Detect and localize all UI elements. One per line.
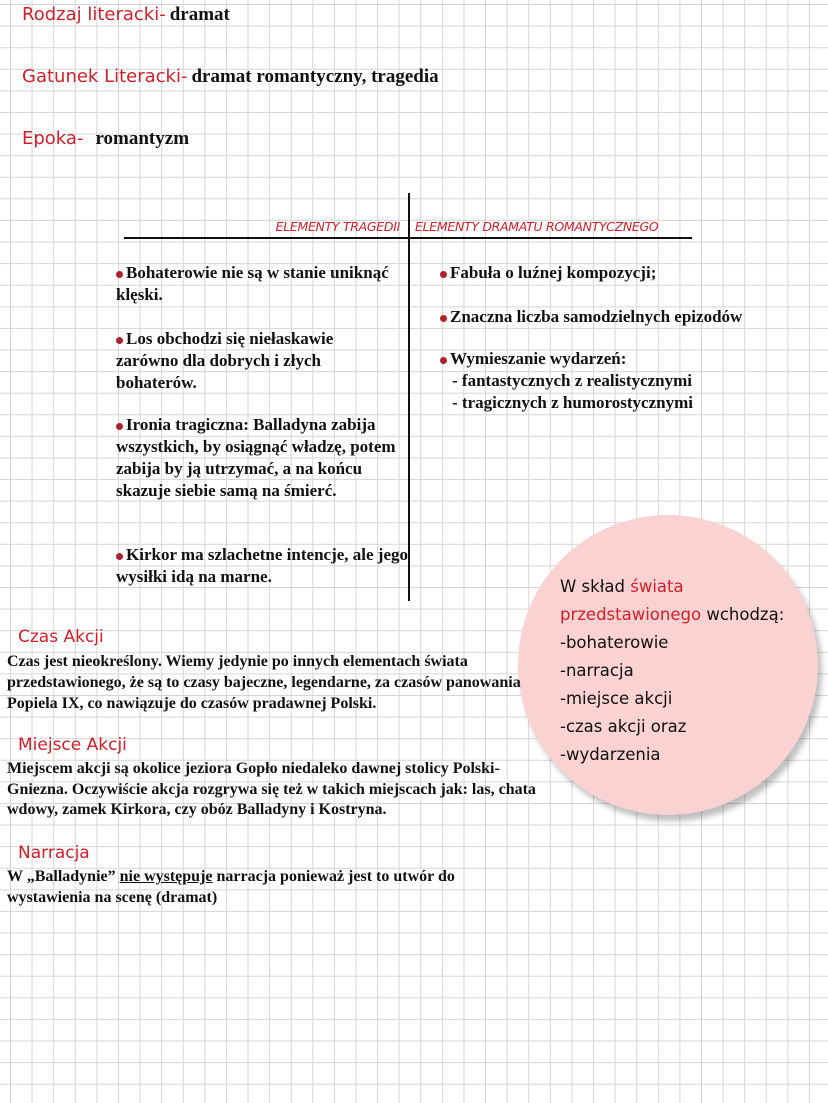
gatunek-label: Gatunek Literacki-: [22, 66, 188, 87]
circle-item: -bohaterowie: [560, 633, 669, 652]
rodzaj-label: Rodzaj literacki-: [22, 4, 166, 25]
summary-circle-text: [560, 573, 784, 769]
miejsce-title: Miejsce Akcji: [18, 735, 127, 755]
narracja-text-post: narracja ponieważ jest to utwór do wystawienia na scenę (dramat): [7, 868, 455, 906]
table-horizontal-divider: [124, 237, 692, 239]
right-item-text: Fabuła o luźnej kompozycji;: [450, 263, 657, 282]
circle-item: -czas akcji oraz: [560, 717, 687, 736]
narracja-underlined: nie występuje: [119, 868, 213, 885]
narracja-text: [7, 867, 507, 908]
bullet-icon: [116, 423, 123, 430]
right-item: [440, 348, 626, 370]
bullet-icon: [116, 337, 123, 344]
bullet-icon: [440, 315, 447, 322]
gatunek-value: dramat romantyczny, tragedia: [191, 66, 439, 87]
left-item: [116, 328, 376, 394]
right-item-text: Znaczna liczba samodzielnych epizodów: [450, 307, 743, 326]
miejsce-text: Miejscem akcji są okolice jeziora Gopło niedaleko dawnej stolicy Polski- Gniezna. Oczywiście akcja rozgrywa się też w takich miejscach jak: las, chata wdowy, zamek Kirkora, czy obóz Balladyny i Kostryna.: [7, 760, 536, 818]
right-item-text: Wymieszanie wydarzeń:: [450, 349, 627, 368]
left-item: [116, 414, 408, 502]
narracja-title: Narracja: [18, 843, 90, 863]
left-item-text: Los obchodzi się niełaskawie zarówno dla dobrych i złych bohaterów.: [116, 329, 334, 392]
col-left-header: ELEMENTY TRAGEDII: [275, 219, 400, 234]
bullet-icon: [440, 271, 447, 278]
col-right-header: ELEMENTY DRAMATU ROMANTYCZNEGO: [415, 219, 659, 234]
left-item: [116, 544, 408, 588]
right-subitem: - fantastycznych z realistycznymi: [452, 371, 692, 390]
bullet-icon: [116, 271, 123, 278]
circle-item: -miejsce akcji: [560, 689, 673, 708]
rodzaj-row: [22, 4, 230, 26]
epoka-value: romantyzm: [95, 128, 190, 149]
circle-intro: wchodzą:: [701, 605, 785, 624]
czas-text: Czas jest nieokreślony. Wiemy jedynie po innych elementach świata przedstawionego, że są to czasy bajeczne, legendarne, za czasów panowania Popiela IX, co nawiązuje do czasów pradawnej Polski.: [7, 653, 521, 712]
epoka-row: [22, 128, 189, 150]
narracja-text-pre: W „Balladynie”: [7, 868, 120, 885]
left-item-text: Kirkor ma szlachetne intencje, ale jego wysiłki idą na marne.: [116, 545, 409, 586]
left-item-text: Ironia tragiczna: Balladyna zabija wszystkich, by osiągnąć władzę, potem zabija by ją utrzymać, a na końcu skazuje siebie samą na śmierć.: [116, 415, 396, 500]
bullet-icon: [116, 553, 123, 560]
rodzaj-value: dramat: [169, 4, 230, 25]
circle-intro-highlight: przedstawionego: [560, 605, 702, 624]
right-subitem: - tragicznych z humorostycznymi: [452, 393, 693, 412]
czas-title: Czas Akcji: [18, 627, 104, 647]
left-item: [116, 262, 406, 306]
circle-item: -wydarzenia: [560, 745, 661, 764]
right-item: [440, 306, 742, 328]
epoka-label: Epoka-: [22, 128, 84, 149]
circle-intro-highlight: świata: [630, 577, 684, 596]
table-vertical-divider: [408, 193, 410, 601]
gatunek-row: [22, 66, 439, 88]
circle-intro: W skład: [560, 577, 631, 596]
left-item-text: Bohaterowie nie są w stanie uniknąć klęski.: [116, 263, 389, 304]
bullet-icon: [440, 357, 447, 364]
right-item: [440, 262, 656, 284]
circle-item: -narracja: [560, 661, 634, 680]
